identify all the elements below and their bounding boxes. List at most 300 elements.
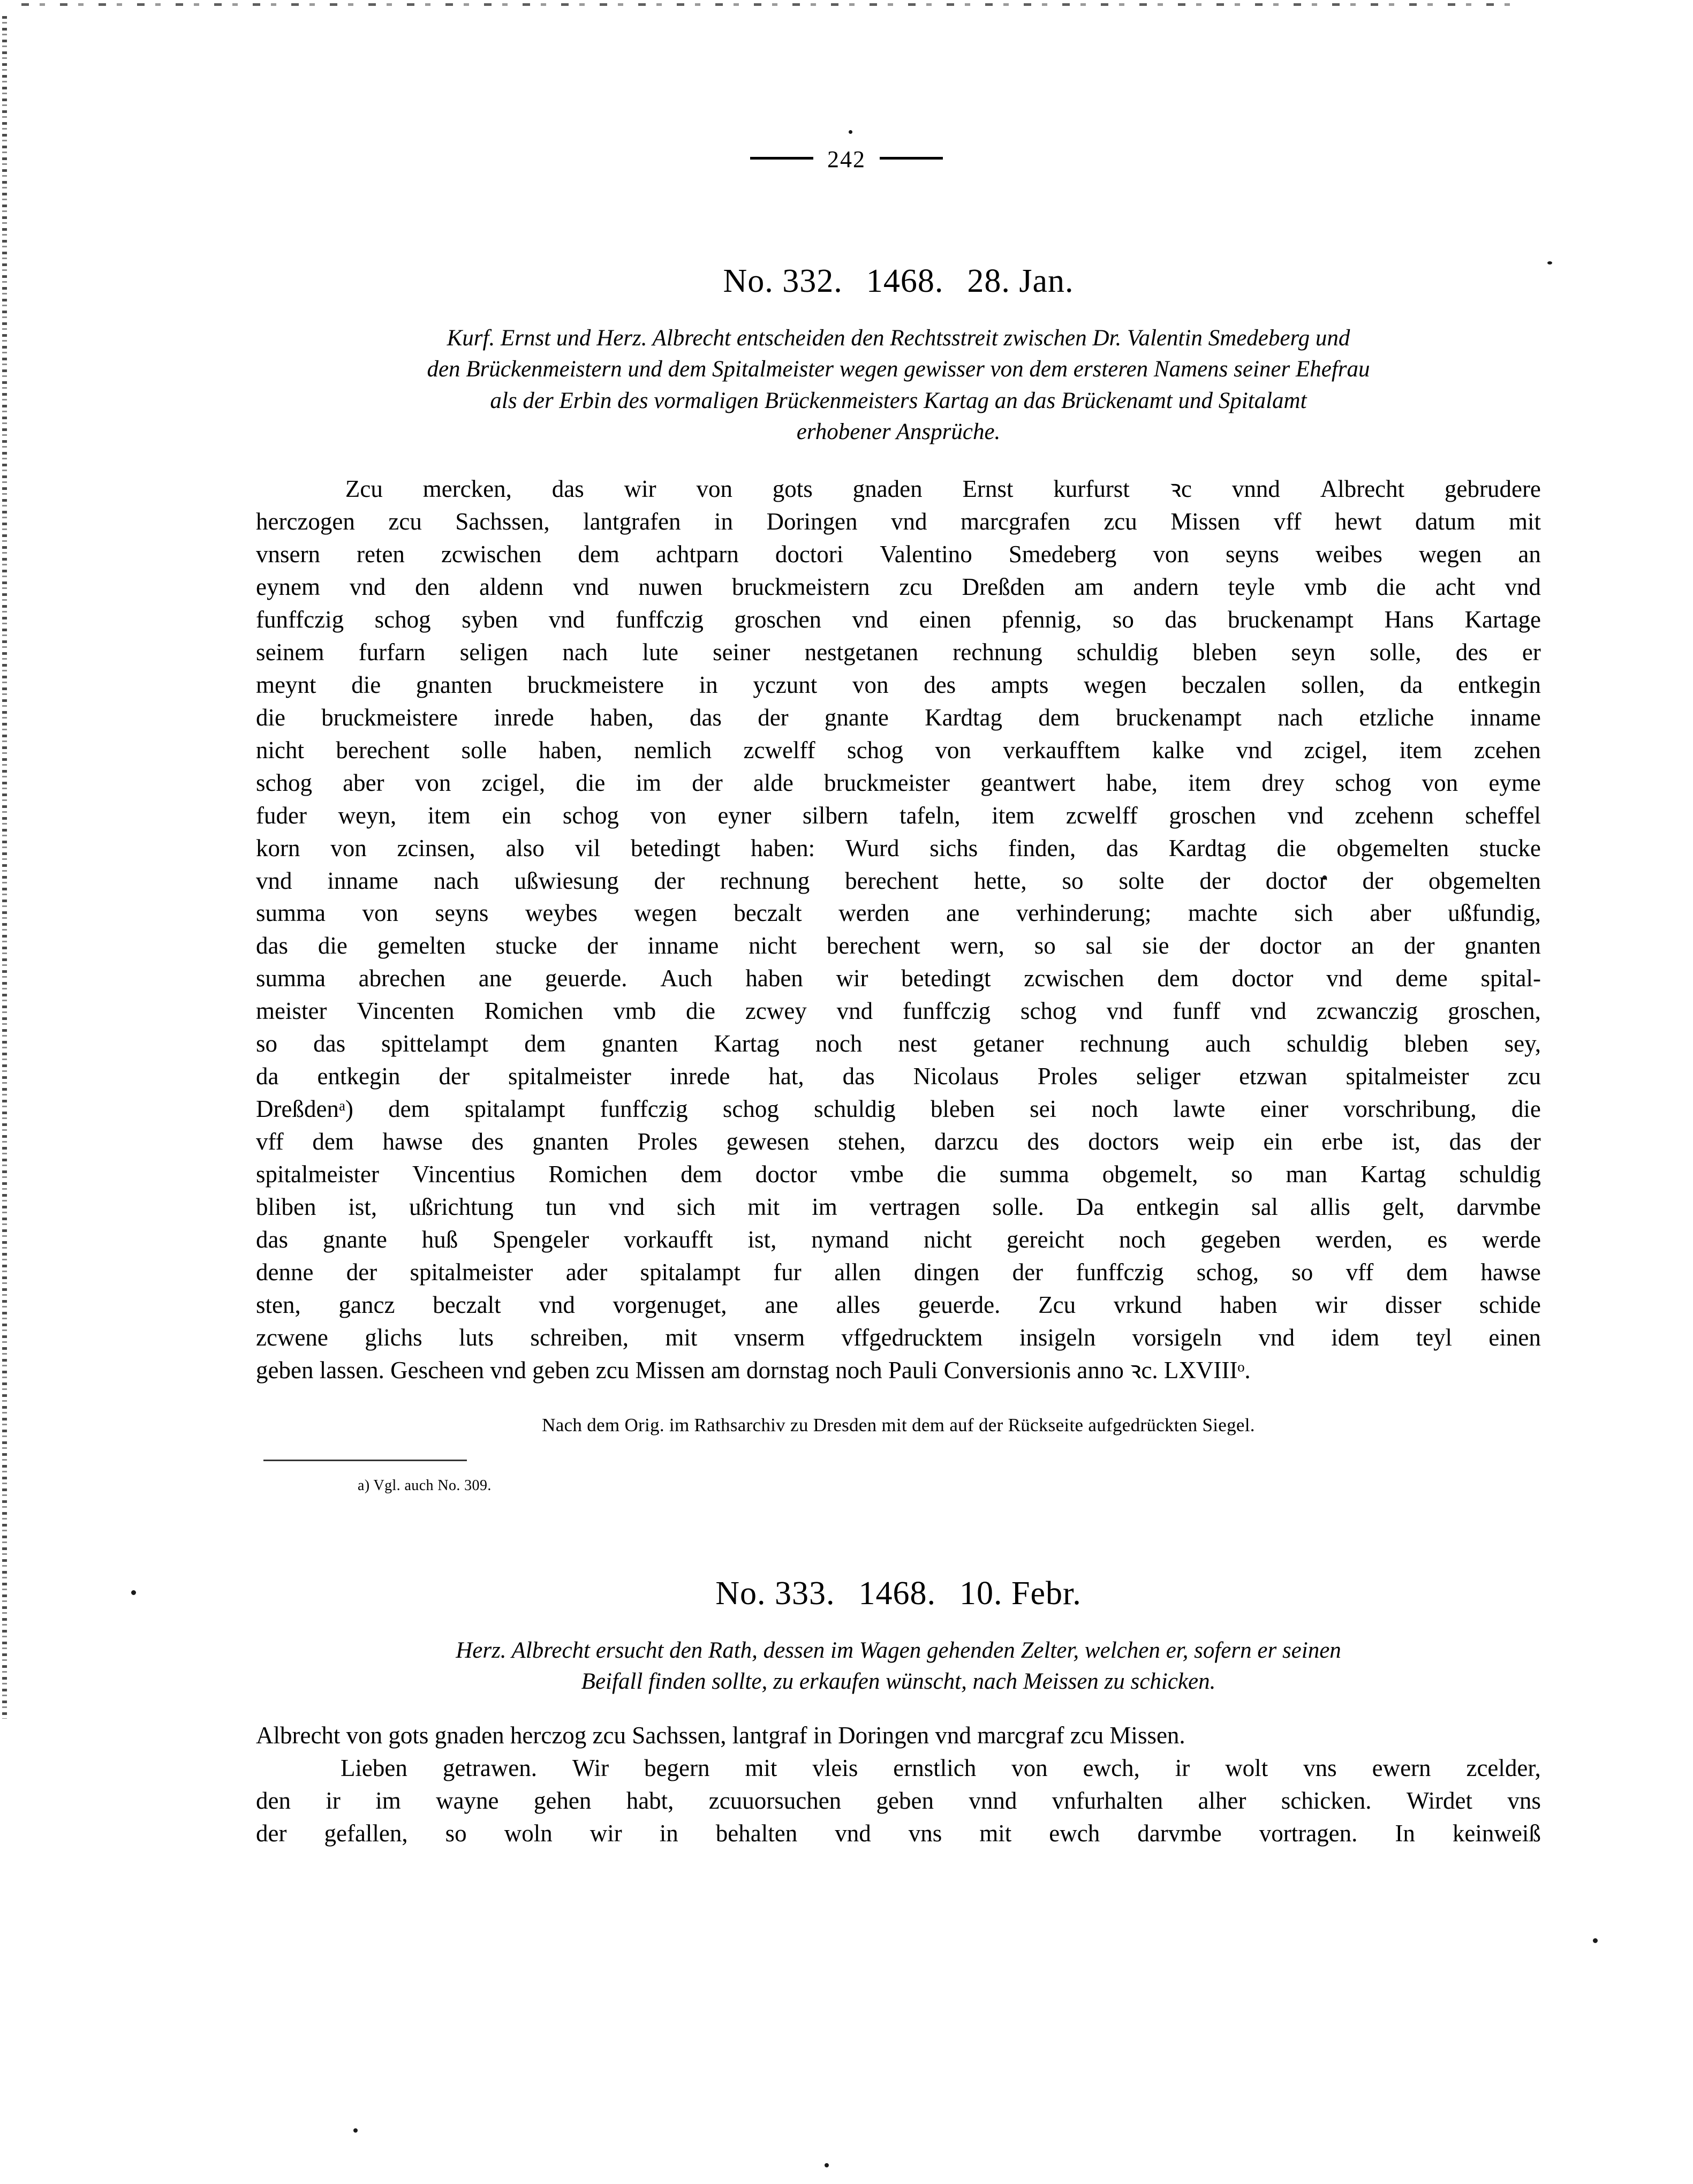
word: Romichen bbox=[484, 997, 584, 1025]
word: von bbox=[1011, 1754, 1048, 1781]
word: acht bbox=[1435, 573, 1476, 600]
word: schog bbox=[1020, 997, 1077, 1025]
regest-333 bbox=[256, 1635, 1541, 1698]
word: Wirdet bbox=[1406, 1787, 1472, 1814]
word: stucke bbox=[1479, 834, 1541, 861]
word: wegen bbox=[1084, 671, 1147, 698]
word: andern bbox=[1133, 573, 1199, 600]
word: zcu bbox=[1507, 1063, 1541, 1090]
word: Missen bbox=[1170, 508, 1241, 535]
word: woln bbox=[504, 1819, 553, 1847]
word: seyn bbox=[1291, 638, 1336, 666]
word: wern, bbox=[950, 932, 1004, 959]
word: getaner bbox=[972, 1030, 1044, 1057]
word: man bbox=[1286, 1161, 1327, 1188]
word: item bbox=[1399, 736, 1442, 764]
word: berechent bbox=[336, 736, 430, 764]
word: schuldig bbox=[1459, 1161, 1541, 1188]
body-line bbox=[256, 1752, 1541, 1785]
word: Zcu bbox=[1038, 1291, 1076, 1319]
word: der bbox=[692, 769, 723, 796]
word: auch bbox=[1205, 1030, 1251, 1057]
body-line bbox=[256, 1223, 1541, 1256]
word: fur bbox=[773, 1259, 802, 1286]
word: gnante bbox=[322, 1226, 387, 1253]
word: an bbox=[1518, 540, 1541, 568]
word: item bbox=[1188, 769, 1231, 796]
word: seinem bbox=[256, 638, 324, 666]
word: wir bbox=[624, 475, 656, 502]
word: kurfurst bbox=[1053, 475, 1130, 502]
word: etzliche bbox=[1359, 704, 1434, 731]
body-line bbox=[256, 1785, 1541, 1817]
word: reten bbox=[357, 540, 405, 568]
word: vns bbox=[1507, 1787, 1541, 1814]
word: von bbox=[852, 671, 889, 698]
word: bruckmeistern bbox=[732, 573, 870, 600]
word: schog bbox=[1335, 769, 1392, 796]
word: vns bbox=[1303, 1754, 1337, 1781]
word: hewt bbox=[1334, 508, 1382, 535]
word: schog bbox=[562, 802, 619, 829]
word: ane bbox=[765, 1291, 798, 1319]
word: das bbox=[689, 704, 722, 731]
regest-line: Kurf. Ernst und Herz. Albrecht entscheiden den Rechtsstreit zwischen Dr. Valentin Smedeberg und bbox=[447, 326, 1350, 351]
word: erbe bbox=[1321, 1128, 1363, 1155]
word: entkegin bbox=[317, 1063, 400, 1090]
word: die bbox=[1376, 573, 1406, 600]
word: beczalt bbox=[734, 900, 802, 927]
word: syben bbox=[462, 606, 518, 633]
word: beczalt bbox=[433, 1291, 501, 1319]
word: solle, bbox=[1370, 638, 1422, 666]
word: achtparn bbox=[655, 540, 739, 568]
word: einen bbox=[919, 606, 972, 633]
scan-speck bbox=[825, 2163, 829, 2167]
word: gnaden bbox=[852, 475, 923, 502]
word: seliger bbox=[1136, 1063, 1201, 1090]
word: doctor bbox=[1265, 867, 1327, 894]
doc-date: 28. Jan. bbox=[967, 263, 1074, 299]
word: denne bbox=[256, 1259, 314, 1286]
document-body-333 bbox=[256, 1719, 1541, 1850]
word: bruckmeister bbox=[824, 769, 950, 796]
word: nemlich bbox=[634, 736, 712, 764]
footnote-reference[interactable]: a bbox=[338, 1098, 345, 1114]
word: vnd bbox=[539, 1291, 575, 1319]
word: haben bbox=[745, 965, 803, 992]
word: gancz bbox=[338, 1291, 395, 1319]
body-line bbox=[256, 799, 1541, 832]
word: Spengeler bbox=[493, 1226, 589, 1253]
word: da bbox=[256, 1063, 279, 1090]
word: seiner bbox=[713, 638, 770, 666]
word: ist, bbox=[348, 1193, 377, 1221]
body-line bbox=[256, 538, 1541, 571]
doc-year: 1468. bbox=[858, 1575, 936, 1612]
word: gnanten bbox=[1464, 932, 1541, 959]
document-heading-333 bbox=[256, 1575, 1541, 1613]
word: ir bbox=[1175, 1754, 1190, 1781]
word: allen bbox=[834, 1259, 881, 1286]
word: den bbox=[256, 1787, 291, 1814]
word: rechnung bbox=[720, 867, 810, 894]
word: groschen, bbox=[1448, 997, 1541, 1025]
document-body-332 bbox=[256, 473, 1541, 1387]
body-line bbox=[256, 603, 1541, 636]
word: zcwischen bbox=[441, 540, 542, 568]
word: inname bbox=[327, 867, 398, 894]
word: zcuuorsuchen bbox=[708, 1787, 842, 1814]
word: noch bbox=[1091, 1095, 1138, 1123]
word: funffczig bbox=[902, 997, 991, 1025]
word: das bbox=[1165, 606, 1197, 633]
word: des bbox=[1455, 638, 1488, 666]
word: solle. bbox=[992, 1193, 1044, 1221]
word: so bbox=[1062, 867, 1084, 894]
word: die bbox=[936, 1161, 966, 1188]
word: vnd bbox=[1258, 1324, 1295, 1351]
word: die bbox=[576, 769, 606, 796]
word: dem bbox=[681, 1161, 722, 1188]
word: item bbox=[992, 802, 1035, 829]
body-line bbox=[256, 636, 1541, 669]
word: also bbox=[505, 834, 545, 861]
word: inrede bbox=[669, 1063, 730, 1090]
word: der bbox=[1012, 1259, 1044, 1286]
word: Kartag bbox=[1361, 1161, 1426, 1188]
word: Ernst bbox=[962, 475, 1014, 502]
word: Vincenten bbox=[357, 997, 455, 1025]
body-line bbox=[256, 1817, 1541, 1850]
word: vnd bbox=[836, 997, 873, 1025]
word: zcwey bbox=[745, 997, 807, 1025]
word: der bbox=[439, 1063, 470, 1090]
word: ane bbox=[946, 900, 980, 927]
body-line bbox=[256, 929, 1541, 962]
word: gemelten bbox=[377, 932, 466, 959]
word: Wurd bbox=[845, 834, 900, 861]
word: item bbox=[427, 802, 471, 829]
word: mit bbox=[745, 1754, 777, 1781]
word: des bbox=[471, 1128, 504, 1155]
word: vffgedrucktem bbox=[841, 1324, 983, 1351]
word: zcehenn bbox=[1355, 802, 1434, 829]
body-line bbox=[256, 962, 1541, 995]
word: an bbox=[1351, 932, 1374, 959]
word: alher bbox=[1198, 1787, 1246, 1814]
scan-speck bbox=[131, 1590, 136, 1595]
body-line bbox=[256, 473, 1541, 505]
word: den bbox=[415, 573, 450, 600]
word: die bbox=[1511, 1095, 1541, 1123]
word: vnd bbox=[548, 606, 585, 633]
word: nach bbox=[433, 867, 479, 894]
word: ewch bbox=[1049, 1819, 1100, 1847]
word: gereicht bbox=[1007, 1226, 1084, 1253]
body-line bbox=[256, 571, 1541, 603]
word: gnanten bbox=[601, 1030, 678, 1057]
word: es bbox=[1427, 1226, 1448, 1253]
word: begern bbox=[644, 1754, 710, 1781]
word: hawse bbox=[1480, 1259, 1541, 1286]
word: weibes bbox=[1315, 540, 1382, 568]
word: dem bbox=[1038, 704, 1080, 731]
word: spitalampt bbox=[464, 1095, 565, 1123]
word: von bbox=[935, 736, 971, 764]
word: bliben bbox=[256, 1193, 316, 1221]
word: machte bbox=[1188, 900, 1258, 927]
word: vff bbox=[1273, 508, 1302, 535]
word: finden, bbox=[1008, 834, 1076, 861]
word: tafeln, bbox=[899, 802, 961, 829]
word: vorkaufft bbox=[624, 1226, 713, 1253]
word: gegeben bbox=[1200, 1226, 1281, 1253]
word: obgemelt, bbox=[1102, 1161, 1198, 1188]
doc-year: 1468. bbox=[866, 263, 944, 299]
word: die bbox=[1276, 834, 1306, 861]
word: des bbox=[1027, 1128, 1060, 1155]
word: weip bbox=[1188, 1128, 1235, 1155]
word: vnd bbox=[1505, 573, 1541, 600]
word: nach bbox=[562, 638, 608, 666]
word: mercken, bbox=[422, 475, 512, 502]
word: summa bbox=[999, 1161, 1069, 1188]
word: nicht bbox=[749, 932, 797, 959]
word: da bbox=[1400, 671, 1423, 698]
word: von bbox=[696, 475, 732, 502]
word: lawte bbox=[1173, 1095, 1226, 1123]
word: so bbox=[1034, 932, 1056, 959]
word: vnd bbox=[1236, 736, 1273, 764]
word: groschen bbox=[734, 606, 821, 633]
word: glichs bbox=[365, 1324, 422, 1351]
word: nuwen bbox=[638, 573, 703, 600]
word: zcelder, bbox=[1466, 1754, 1541, 1781]
word: Hans bbox=[1384, 606, 1434, 633]
word: zcehen bbox=[1473, 736, 1541, 764]
word: weyn, bbox=[338, 802, 397, 829]
word: meister bbox=[256, 997, 327, 1025]
word: der bbox=[1510, 1128, 1541, 1155]
word: vnd bbox=[256, 867, 292, 894]
word: sal bbox=[1085, 932, 1113, 959]
word: schog bbox=[846, 736, 903, 764]
word: Vincentius bbox=[412, 1161, 516, 1188]
word: pfennig, bbox=[1002, 606, 1082, 633]
word: sie bbox=[1142, 932, 1169, 959]
word: das bbox=[1106, 834, 1139, 861]
word: funffczig bbox=[615, 606, 704, 633]
word: mit bbox=[665, 1324, 698, 1351]
word: zcwanczig bbox=[1316, 997, 1418, 1025]
word: so bbox=[1291, 1259, 1313, 1286]
word: Lieben bbox=[340, 1754, 407, 1781]
word: alles bbox=[836, 1291, 880, 1319]
word: er bbox=[1522, 638, 1541, 666]
word: zcwelff bbox=[743, 736, 815, 764]
body-line bbox=[256, 767, 1541, 799]
word: die bbox=[686, 997, 716, 1025]
word: inname bbox=[1470, 704, 1541, 731]
word: verkaufftem bbox=[1003, 736, 1121, 764]
paragraph-indent bbox=[256, 1752, 305, 1785]
body-line bbox=[256, 734, 1541, 767]
word: insigeln bbox=[1019, 1324, 1096, 1351]
word: entkegin bbox=[1136, 1193, 1220, 1221]
word: vertragen bbox=[869, 1193, 961, 1221]
word: lute bbox=[642, 638, 678, 666]
word: obgemelten bbox=[1428, 867, 1541, 894]
word: inname bbox=[647, 932, 719, 959]
word: Dreßden bbox=[962, 573, 1045, 600]
word: vnnd bbox=[969, 1787, 1017, 1814]
word: doctor bbox=[1259, 932, 1321, 959]
body-line bbox=[256, 1289, 1541, 1321]
word: vorgenuget, bbox=[613, 1291, 727, 1319]
word: alde bbox=[753, 769, 793, 796]
word: sey, bbox=[1504, 1030, 1541, 1057]
word: funff bbox=[1173, 997, 1221, 1025]
word: ꝛc bbox=[1169, 475, 1192, 502]
body-line bbox=[256, 1191, 1541, 1223]
word: schide bbox=[1479, 1291, 1541, 1319]
word: ein bbox=[502, 802, 532, 829]
body-line bbox=[256, 897, 1541, 929]
word: Albrecht bbox=[1320, 475, 1405, 502]
regest-332 bbox=[256, 323, 1541, 448]
word: vnd bbox=[349, 573, 386, 600]
word: spitalmeister bbox=[256, 1161, 379, 1188]
word: summa bbox=[256, 900, 326, 927]
word: Proles bbox=[1037, 1063, 1098, 1090]
word: das bbox=[1449, 1128, 1482, 1155]
word: seyns bbox=[435, 900, 489, 927]
word: vrkund bbox=[1113, 1291, 1182, 1319]
word: vorsigeln bbox=[1132, 1324, 1222, 1351]
word: wir bbox=[1315, 1291, 1348, 1319]
scan-speck bbox=[353, 2128, 358, 2133]
word: zcwelff bbox=[1065, 802, 1138, 829]
word: funffczig bbox=[256, 606, 344, 633]
word: einen bbox=[1488, 1324, 1541, 1351]
word: sei bbox=[1030, 1095, 1057, 1123]
word: eynem bbox=[256, 573, 320, 600]
body-line bbox=[256, 1256, 1541, 1289]
word: einer bbox=[1260, 1095, 1309, 1123]
word: so bbox=[1112, 606, 1134, 633]
word: der bbox=[256, 1819, 287, 1847]
word: Nicolaus bbox=[913, 1063, 999, 1090]
word: am bbox=[1074, 573, 1104, 600]
word: ader bbox=[565, 1259, 608, 1286]
word: sich bbox=[676, 1193, 716, 1221]
word: wegen bbox=[634, 900, 697, 927]
word: der bbox=[1403, 932, 1435, 959]
word: Valentino bbox=[880, 540, 972, 568]
word: dem bbox=[312, 1128, 354, 1155]
word: geben bbox=[876, 1787, 934, 1814]
word: zcwene bbox=[256, 1324, 328, 1351]
word: schreiben, bbox=[530, 1324, 629, 1351]
word: In bbox=[1395, 1819, 1415, 1847]
body-line bbox=[256, 701, 1541, 734]
word: von bbox=[414, 769, 451, 796]
word: dem bbox=[524, 1030, 566, 1057]
word: vnserm bbox=[734, 1324, 805, 1351]
word: Smedeberg bbox=[1008, 540, 1117, 568]
word: vnd bbox=[572, 573, 609, 600]
word: ernstlich bbox=[893, 1754, 977, 1781]
word: vnd bbox=[890, 508, 927, 535]
word: inrede bbox=[494, 704, 554, 731]
word: Zcu bbox=[345, 475, 383, 502]
word: vmb bbox=[613, 997, 656, 1025]
word: der bbox=[1199, 932, 1230, 959]
word: Dreßden$^a$) bbox=[256, 1095, 353, 1123]
word: vnfurhalten bbox=[1052, 1787, 1163, 1814]
word: gefallen, bbox=[324, 1819, 408, 1847]
word: aber bbox=[1370, 900, 1411, 927]
word: bleben bbox=[930, 1095, 995, 1123]
word: spitalmeister bbox=[1346, 1063, 1469, 1090]
word: eyme bbox=[1488, 769, 1541, 796]
word: herczogen bbox=[256, 508, 355, 535]
source-note-332: Nach dem Orig. im Rathsarchiv zu Dresden mit dem auf der Rückseite aufgedrückten Siegel. bbox=[542, 1415, 1255, 1435]
word: gnante bbox=[824, 704, 889, 731]
word: beczalen bbox=[1182, 671, 1266, 698]
word: zcu bbox=[899, 573, 933, 600]
footnote-text: Vgl. auch No. 309. bbox=[373, 1477, 492, 1494]
word: darzcu bbox=[934, 1128, 999, 1155]
word: vff bbox=[1346, 1259, 1374, 1286]
word: silbern bbox=[802, 802, 868, 829]
word: in bbox=[659, 1819, 678, 1847]
word: bleben bbox=[1192, 638, 1257, 666]
word: von bbox=[1422, 769, 1458, 796]
word: marcgrafen bbox=[960, 508, 1070, 535]
word: entkegin bbox=[1457, 671, 1541, 698]
word: huß bbox=[421, 1226, 458, 1253]
word: das bbox=[842, 1063, 875, 1090]
word: habe, bbox=[1106, 769, 1158, 796]
word: das bbox=[256, 932, 288, 959]
word: das bbox=[551, 475, 584, 502]
word: geantwert bbox=[980, 769, 1076, 796]
word: sich bbox=[1294, 900, 1333, 927]
word: zcu bbox=[388, 508, 422, 535]
word: hat, bbox=[768, 1063, 804, 1090]
doc-number: No. 333. bbox=[715, 1575, 835, 1612]
word: nach bbox=[1278, 704, 1324, 731]
word: verhinderung; bbox=[1016, 900, 1152, 927]
word: der bbox=[346, 1259, 377, 1286]
paragraph-indent bbox=[256, 473, 305, 505]
word: eyner bbox=[717, 802, 772, 829]
word: noch bbox=[815, 1030, 863, 1057]
word: ist, bbox=[1392, 1128, 1420, 1155]
word: vil bbox=[575, 834, 601, 861]
regest-line: als der Erbin des vormaligen Brückenmeisters Kartag an das Brückenamt und Spitalamt bbox=[490, 388, 1307, 413]
word: dem bbox=[578, 540, 619, 568]
word: vnd bbox=[1250, 997, 1287, 1025]
word: schog bbox=[256, 769, 312, 796]
word: stucke bbox=[495, 932, 557, 959]
word: bruckenampt bbox=[1115, 704, 1242, 731]
word: der bbox=[1362, 867, 1394, 894]
word: zcinsen, bbox=[397, 834, 475, 861]
word: Kardtag bbox=[925, 704, 1003, 731]
